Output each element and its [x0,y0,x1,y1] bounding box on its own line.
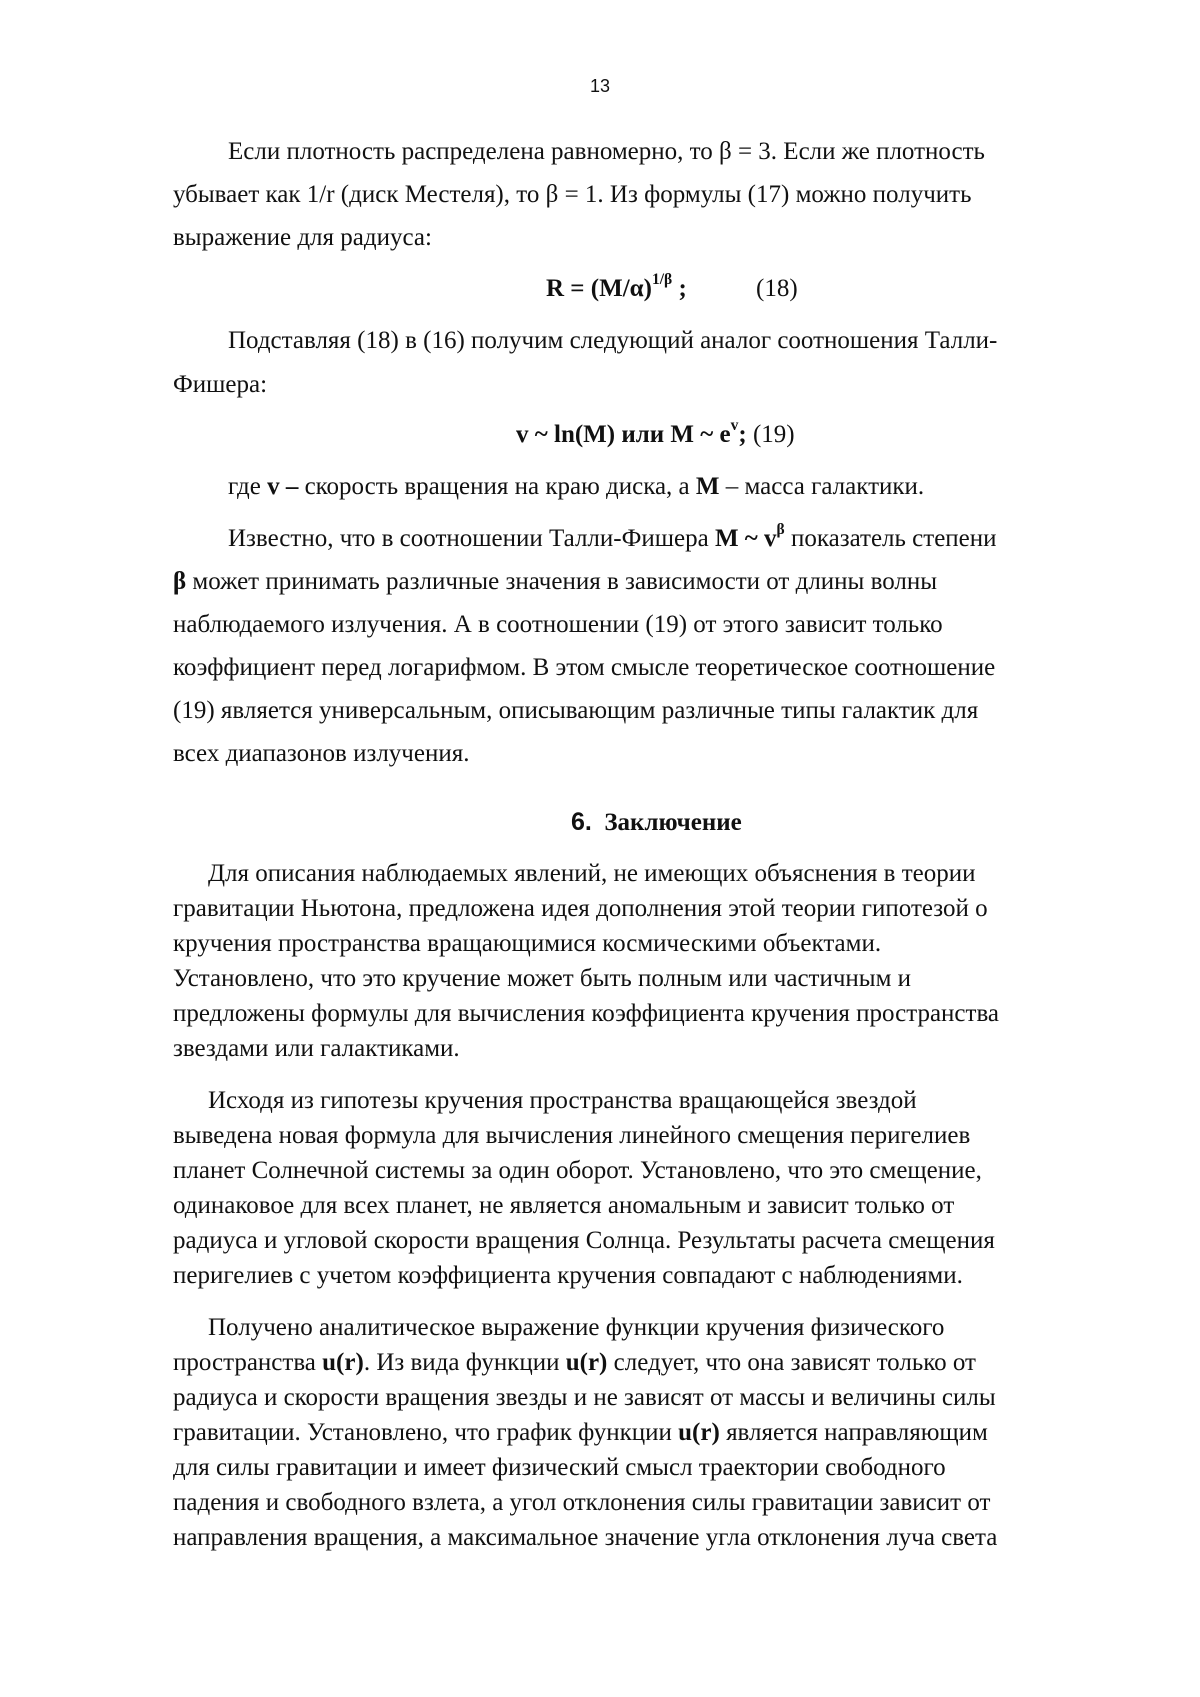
paragraph-4-line-5: (19) является универсальным, описывающим различные типы галактик для [173,697,978,725]
paragraph-4-line-1 [228,525,997,553]
section-number: 6. [571,808,592,836]
conclusion-2-line-1: Исходя из гипотезы кручения пространства вращающейся звездой [208,1087,917,1115]
equation-19-main: v ~ ln(M) или M ~ e [516,421,731,448]
paragraph-4-line-4: коэффициент перед логарифмом. В этом смысле теоретическое соотношение [173,654,995,682]
paragraph-1-line-2: убывает как 1/r (диск Местеля), то β = 1. Из формулы (17) можно получить [173,181,971,209]
section-heading [571,808,742,837]
equation-19-exponent: v [731,417,739,434]
conclusion-1-line-4: Установлено, что это кручение может быть полным или частичным и [173,965,911,993]
conclusion-2-line-4: одинаковое для всех планет, не является аномальным и зависит только от [173,1192,954,1220]
paragraph-4-line-1-prefix: Известно, что в соотношении Талли-Фишера [228,525,715,552]
paragraph-3-prefix: где [228,473,267,500]
equation-18-semicolon: ; [672,275,687,302]
mass-symbol: M [696,473,720,500]
paragraph-4-line-3: наблюдаемого излучения. А в соотношении (19) от этого зависит только [173,611,943,639]
equation-18-lhs: R = (M/α) [546,275,652,302]
conclusion-3-line-3: радиуса и скорости вращения звезды и не зависят от массы и величины силы [173,1384,996,1412]
conclusion-3-line-2-prefix: пространства [173,1349,322,1376]
equation-18-label: (18) [756,275,798,303]
paragraph-1-line-1: Если плотность распределена равномерно, то β = 3. Если же плотность [228,138,985,166]
conclusion-3-line-7: направления вращения, а максимальное значение угла отклонения луча света [173,1524,997,1552]
conclusion-3-line-2-suffix: следует, что она зависят только от [607,1349,976,1376]
conclusion-3-line-2 [173,1349,976,1377]
torsion-function-symbol: u(r) [566,1349,608,1376]
conclusion-2-line-6: перигелиев с учетом коэффициента кручения совпадают с наблюдениями. [173,1262,963,1290]
paragraph-4-line-6: всех диапазонов излучения. [173,740,469,768]
conclusion-3-line-2-middle: . Из вида функции [364,1349,566,1376]
section-title: Заключение [604,809,741,836]
equation-19 [516,421,795,449]
torsion-function-symbol: u(r) [322,1349,364,1376]
tully-fisher-formula: M ~ v [715,525,777,552]
conclusion-3-line-4 [173,1419,988,1447]
conclusion-1-line-2: гравитации Ньютона, предложена идея дополнения этой теории гипотезой о [173,895,988,923]
conclusion-3-line-6: падения и свободного взлета, а угол отклонения силы гравитации зависит от [173,1489,990,1517]
page-number: 13 [0,76,1200,97]
paragraph-1-line-3: выражение для радиуса: [173,224,432,252]
equation-18 [546,275,687,303]
conclusion-2-line-5: радиуса и угловой скорости вращения Солнца. Результаты расчета смещения [173,1227,995,1255]
document-page [0,0,1200,1697]
paragraph-4-line-1-suffix: показатель степени [785,525,997,552]
equation-18-exponent: 1/β [652,271,672,288]
velocity-symbol: v – [267,473,298,500]
equation-19-label: (19) [747,421,795,448]
paragraph-3-middle: скорость вращения на краю диска, а [298,473,696,500]
paragraph-4-line-2-rest: может принимать различные значения в зависимости от длины волны [186,568,937,595]
equation-19-semicolon: ; [738,421,746,448]
conclusion-3-line-4-prefix: гравитации. Установлено, что график функции [173,1419,678,1446]
conclusion-1-line-5: предложены формулы для вычисления коэффициента кручения пространства [173,1000,999,1028]
conclusion-1-line-1: Для описания наблюдаемых явлений, не имеющих объяснения в теории [208,860,975,888]
paragraph-2-line-1: Подставляя (18) в (16) получим следующий аналог соотношения Талли- [228,327,997,355]
conclusion-3-line-1: Получено аналитическое выражение функции кручения физического [208,1314,944,1342]
conclusion-1-line-6: звездами или галактиками. [173,1035,460,1063]
tully-fisher-exponent: β [777,521,785,538]
conclusion-3-line-5: для силы гравитации и имеет физический смысл траектории свободного [173,1454,946,1482]
paragraph-4-line-2 [173,568,937,596]
paragraph-3-suffix: – масса галактики. [720,473,925,500]
conclusion-3-line-4-suffix: является направляющим [720,1419,988,1446]
conclusion-2-line-2: выведена новая формула для вычисления линейного смещения перигелиев [173,1122,970,1150]
beta-symbol: β [173,568,186,595]
torsion-function-symbol: u(r) [678,1419,720,1446]
paragraph-2-line-2: Фишера: [173,371,267,399]
conclusion-2-line-3: планет Солнечной системы за один оборот. Установлено, что это смещение, [173,1157,982,1185]
conclusion-1-line-3: кручения пространства вращающимися космическими объектами. [173,930,881,958]
paragraph-3 [228,473,924,501]
